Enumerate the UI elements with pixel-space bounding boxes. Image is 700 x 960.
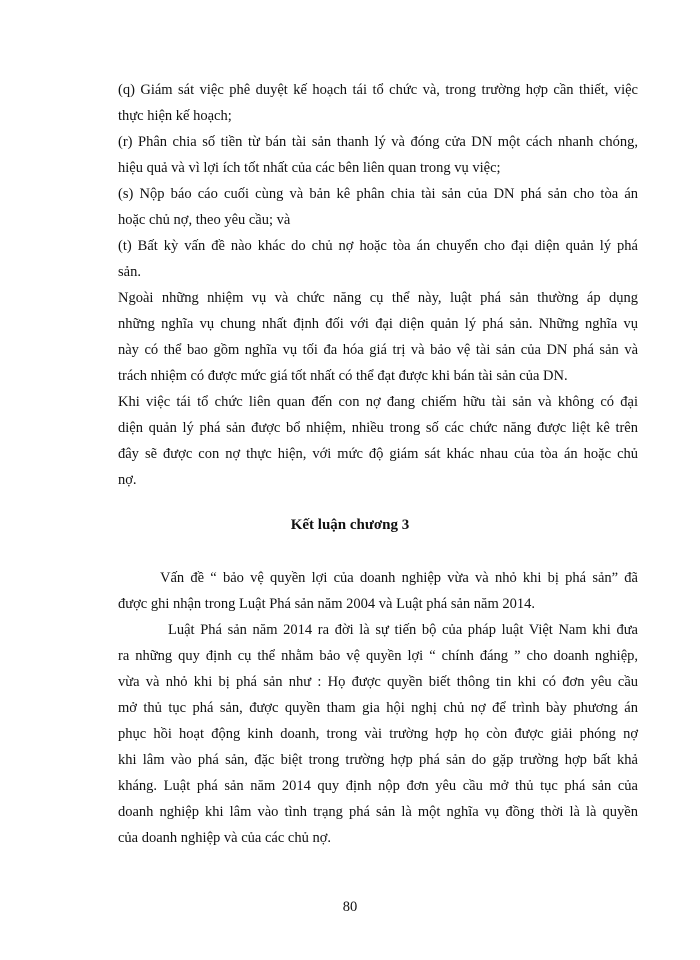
text-line: (s) Nộp báo cáo cuối cùng và bản kê phân chia tài sản của DN phá sản cho tòa án — [118, 186, 638, 202]
text-line: đây sẽ được con nợ thực hiện, với mức độ giám sát khác nhau của tòa án hoặc chủ — [118, 446, 638, 462]
text-line: những nghĩa vụ chung nhất định đối với đại diện quản lý phá sản. Những nghĩa vụ — [118, 316, 638, 332]
text-line: sản. — [118, 264, 141, 280]
text-line: diện quản lý phá sản được bổ nhiệm, nhiều trong số các chức năng được liệt kê trên — [118, 420, 638, 436]
text-line: hoặc chủ nợ, theo yêu cầu; và — [118, 212, 291, 228]
text-line: Ngoài những nhiệm vụ và chức năng cụ thể này, luật phá sản thường áp dụng — [118, 290, 638, 306]
text-line: doanh nghiệp khi lâm vào tình trạng phá sản là một nghĩa vụ đồng thời là là quyền — [118, 804, 638, 820]
text-line: kháng. Luật phá sản năm 2014 quy định nộp đơn yêu cầu mở thủ tục phá sản của — [118, 778, 638, 794]
page-number: 80 — [342, 899, 358, 915]
text-line: vừa và nhỏ khi bị phá sản như : Họ được quyền biết thông tin khi có đơn yêu cầu — [118, 674, 638, 690]
text-line: được ghi nhận trong Luật Phá sản năm 2004 và Luật phá sản năm 2014. — [118, 596, 536, 612]
text-line: thực hiện kế hoạch; — [118, 108, 232, 124]
text-line: khi lâm vào phá sản, đặc biệt trong trường hợp phá sản do gặp trường hợp bất khả — [118, 752, 638, 768]
text-line: mở thủ tục phá sản, được quyền tham gia hội nghị chủ nợ để trình bày phương án — [118, 700, 638, 716]
text-line: (q) Giám sát việc phê duyệt kế hoạch tái tổ chức và, trong trường hợp cần thiết, việc — [118, 82, 638, 98]
text-line: (r) Phân chia số tiền từ bán tài sản thanh lý và đóng cửa DN một cách nhanh chóng, — [118, 134, 638, 150]
text-line: Khi việc tái tổ chức liên quan đến con nợ đang chiếm hữu tài sản và không có đại — [118, 394, 638, 410]
text-line: phục hồi hoạt động kinh doanh, trong vài trường hợp họ còn được giải phóng nợ — [118, 726, 638, 742]
text-line: này có thể bao gồm nghĩa vụ tối đa hóa giá trị và bảo vệ tài sản của DN phá sản và — [118, 342, 638, 358]
text-line: nợ. — [118, 472, 137, 488]
text-line: hiệu quả và vì lợi ích tốt nhất của các bên liên quan trong vụ việc; — [118, 160, 501, 176]
text-line: (t) Bất kỳ vấn đề nào khác do chủ nợ hoặc tòa án chuyển cho đại diện quản lý phá — [118, 238, 638, 254]
text-line: Vấn đề “ bảo vệ quyền lợi của doanh nghiệp vừa và nhỏ khi bị phá sản” đã — [160, 570, 638, 586]
chapter-conclusion-heading: Kết luận chương 3 — [290, 517, 410, 533]
text-line: ra những quy định cụ thể nhằm bảo vệ quyền lợi “ chính đáng ” cho doanh nghiệp, — [118, 648, 638, 664]
text-line: trách nhiệm có được mức giá tốt nhất có thể đạt được khi bán tài sản của DN. — [118, 368, 568, 384]
text-line: Luật Phá sản năm 2014 ra đời là sự tiến bộ của pháp luật Việt Nam khi đưa — [168, 622, 638, 638]
text-line: của doanh nghiệp và của các chủ nợ. — [118, 830, 331, 846]
